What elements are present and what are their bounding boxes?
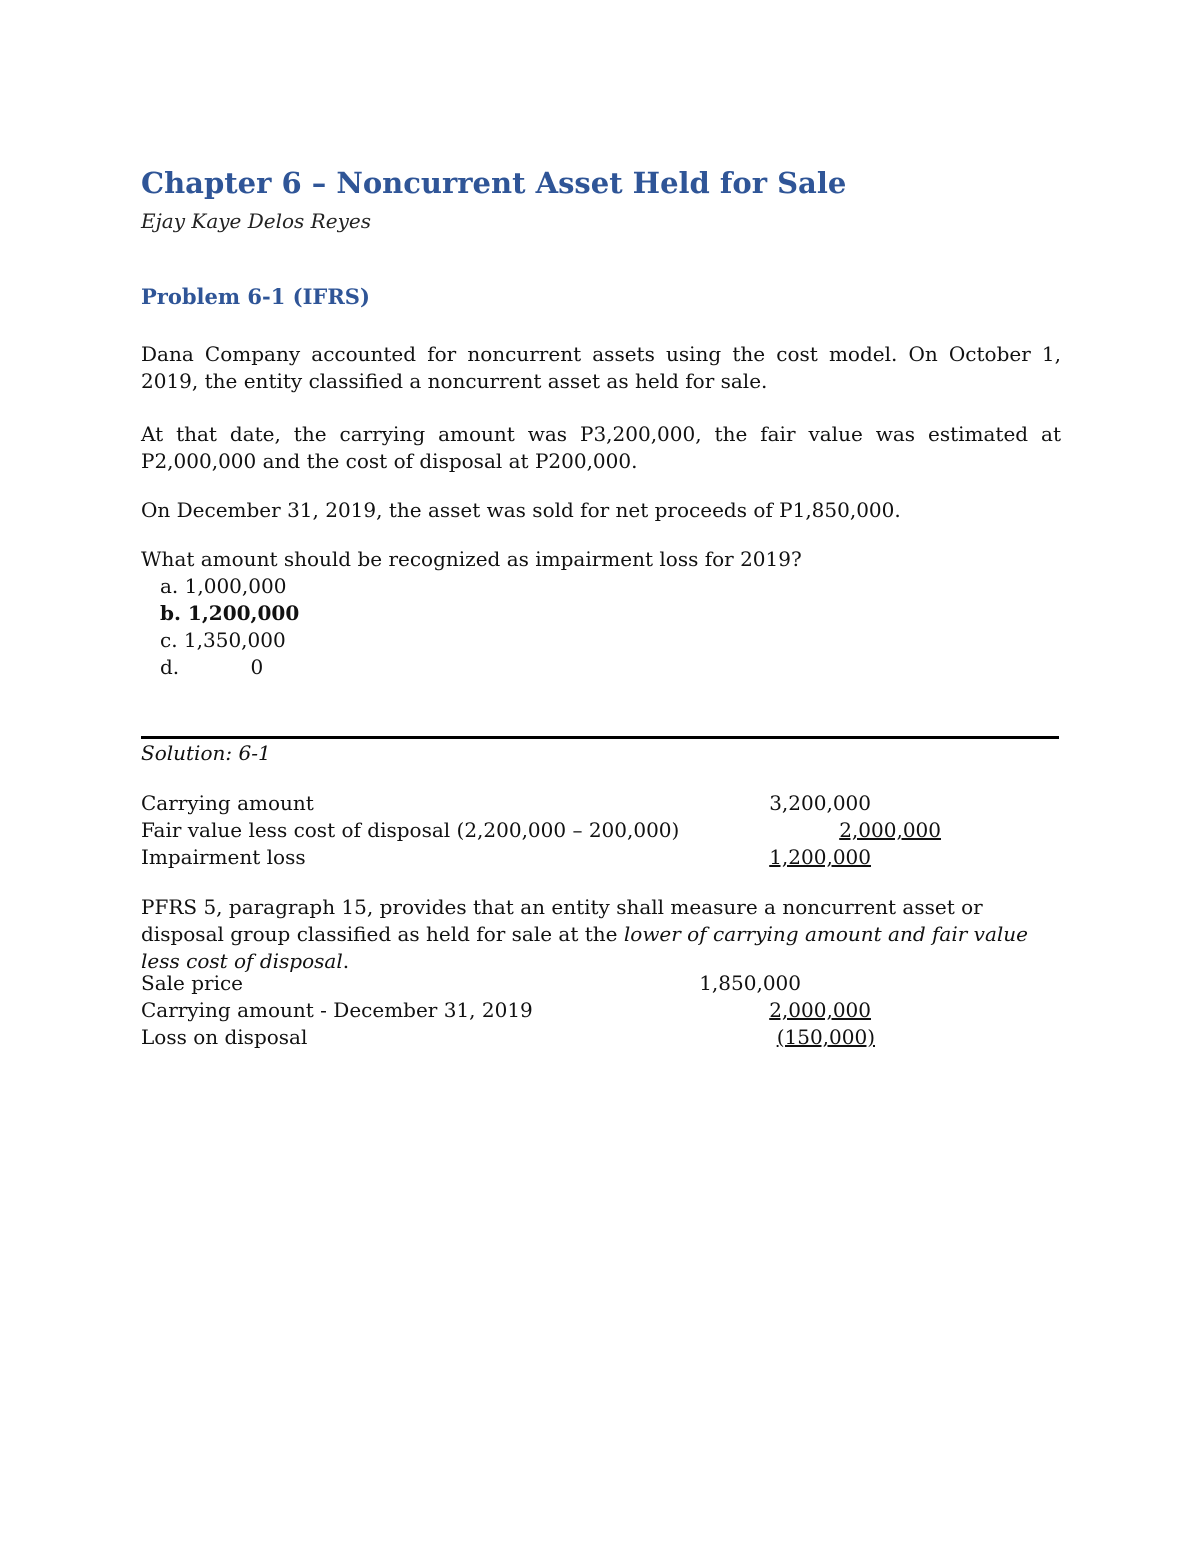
table2-label: Sale price xyxy=(141,971,244,995)
section-divider xyxy=(141,736,1059,739)
table2-label: Loss on disposal xyxy=(141,1025,308,1049)
choice-letter: d. xyxy=(160,655,180,679)
table1-value: 2,000,000 xyxy=(839,818,941,842)
problem-paragraph-2: At that date, the carrying amount was P3,200,000, the fair value was estimated at P2,000,000 and the cost of disposal at P200,000. xyxy=(141,422,1061,473)
choice-c xyxy=(160,627,286,654)
table1-label: Fair value less cost of disposal (2,200,000 – 200,000) xyxy=(141,818,680,842)
choice-a xyxy=(160,573,286,600)
choice-b xyxy=(160,600,299,627)
table1-label: Carrying amount xyxy=(141,791,314,815)
choice-value: 1,200,000 xyxy=(187,601,300,625)
choice-letter: c. xyxy=(160,628,178,652)
solution-heading: Solution: 6-1 xyxy=(141,741,271,765)
choice-value: 1,000,000 xyxy=(184,574,287,598)
pfrs-text: PFRS 5, paragraph 15, provides that an entity shall measure a noncurrent asset or disposal group classified as held for sale at the xyxy=(141,895,983,946)
pfrs-emphasis: lower of carrying amount and fair value less cost of disposal xyxy=(141,922,1028,973)
author-name: Ejay Kaye Delos Reyes xyxy=(141,209,371,233)
table2-label: Carrying amount - December 31, 2019 xyxy=(141,998,533,1022)
pfrs-paragraph xyxy=(141,894,1061,975)
table1-value: 3,200,000 xyxy=(769,791,871,815)
problem-paragraph-3: On December 31, 2019, the asset was sold for net proceeds of P1,850,000. xyxy=(141,498,901,522)
pfrs-end: . xyxy=(342,949,350,973)
choice-value: 1,350,000 xyxy=(183,628,286,652)
table2-value: (150,000) xyxy=(776,1025,875,1049)
choice-d xyxy=(160,654,263,681)
problem-paragraph-1: Dana Company accounted for noncurrent assets using the cost model. On October 1, 2019, the entity classified a noncurrent asset as held for sale. xyxy=(141,342,1061,393)
choice-letter: a. xyxy=(160,574,179,598)
choice-letter: b. xyxy=(160,601,181,625)
table1-value: 1,200,000 xyxy=(769,845,871,869)
chapter-title: Chapter 6 – Noncurrent Asset Held for Sale xyxy=(141,166,847,200)
problem-heading: Problem 6-1 (IFRS) xyxy=(141,284,370,309)
choice-value: 0 xyxy=(250,655,264,679)
table2-value: 1,850,000 xyxy=(699,971,801,995)
problem-question: What amount should be recognized as impairment loss for 2019? xyxy=(141,547,802,571)
table2-value: 2,000,000 xyxy=(769,998,871,1022)
table1-label: Impairment loss xyxy=(141,845,306,869)
